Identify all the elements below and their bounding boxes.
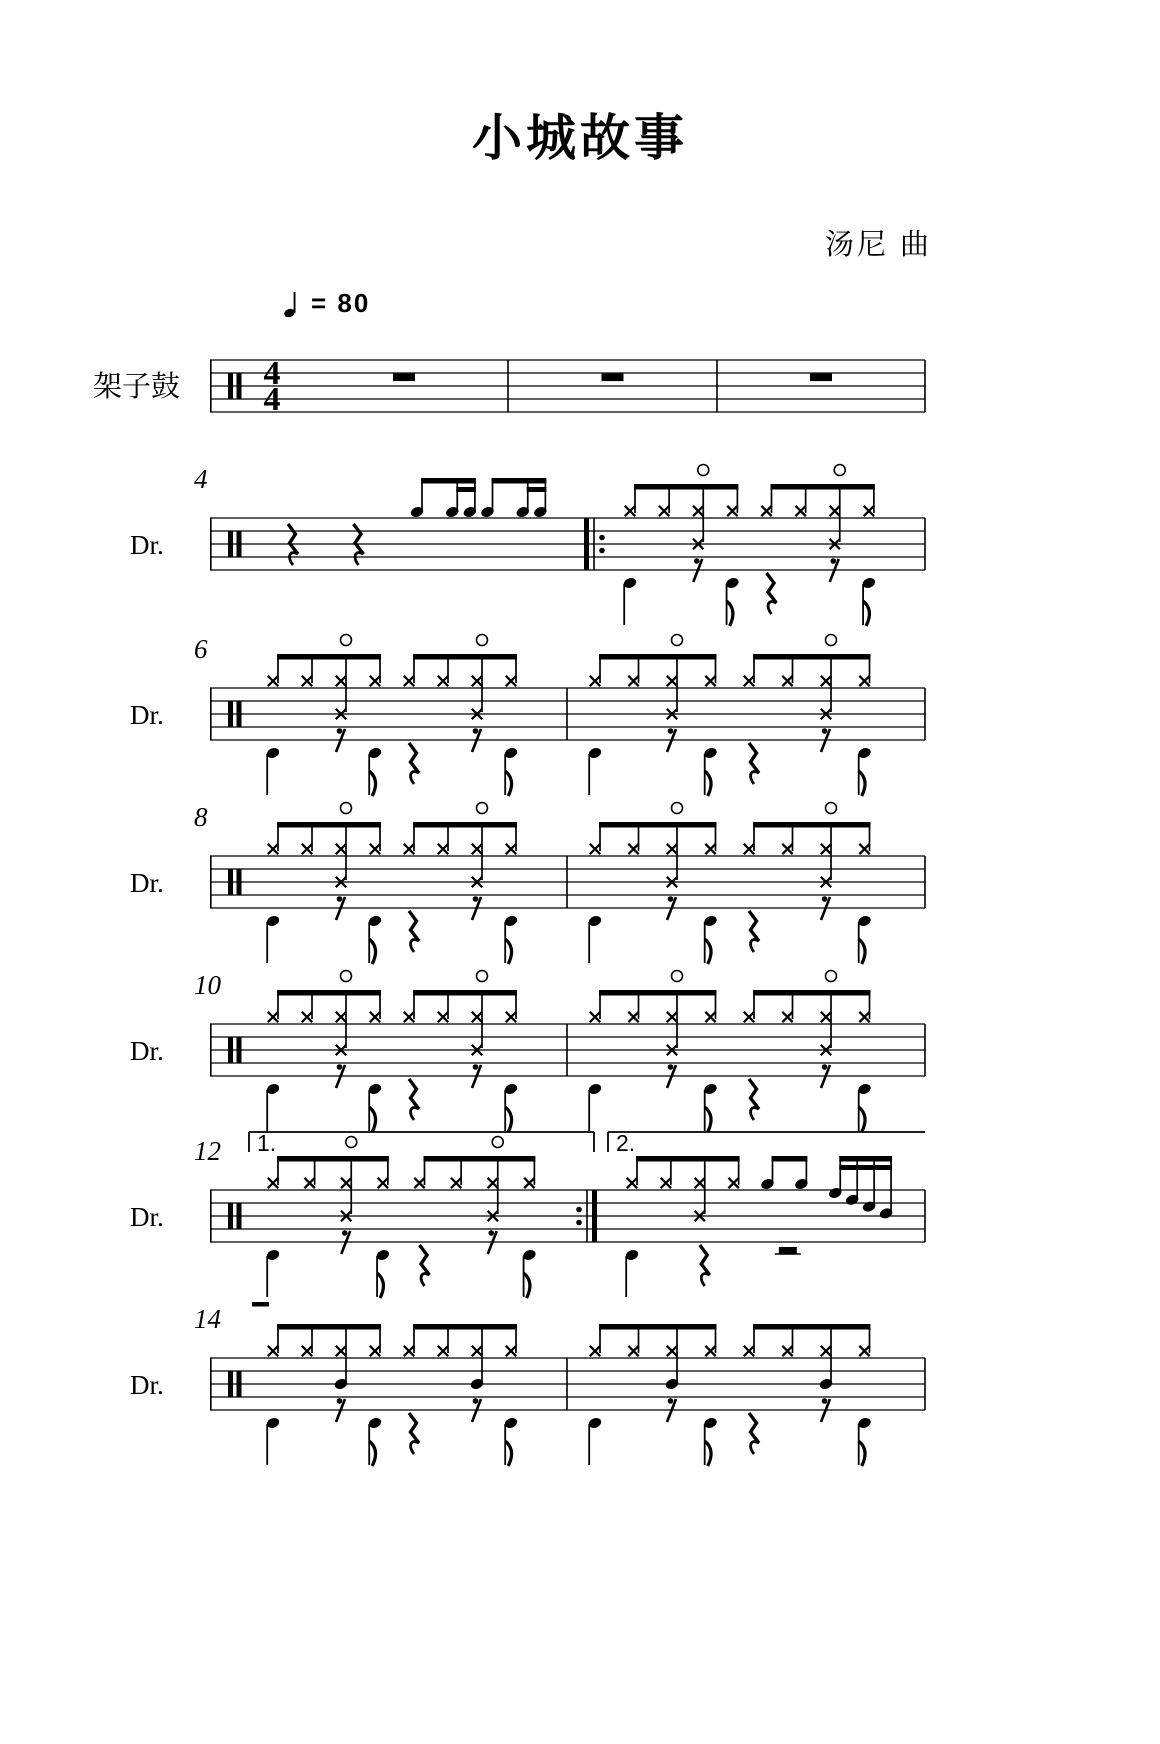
measure [587, 971, 925, 1133]
volta-label: 2. [616, 1130, 636, 1156]
instrument-label: Dr. [130, 1370, 164, 1400]
volta-bracket [608, 1130, 925, 1156]
tom-fill-notes [760, 1156, 894, 1220]
kick-voice [265, 728, 518, 796]
hihat-voice [627, 1156, 740, 1188]
time-signature [264, 355, 281, 418]
whole-rest [602, 374, 624, 382]
instrument-label: Dr. [130, 868, 164, 898]
measure [265, 1324, 567, 1466]
measure-number: 12 [194, 1136, 221, 1166]
snare-voice [664, 1353, 833, 1391]
piece-title: 小城故事 [472, 110, 688, 166]
snare-voice [333, 1353, 484, 1391]
instrument-label: Dr. [130, 1202, 164, 1232]
staff-system-4 [0, 796, 1160, 974]
staff-lines [210, 1190, 925, 1242]
measure [622, 465, 925, 627]
measure [587, 635, 925, 797]
staff-system-1 [0, 305, 1160, 430]
measure-number: 8 [194, 802, 208, 832]
svg-text:4: 4 [263, 381, 281, 418]
kick-voice [587, 1398, 872, 1466]
fill-notes [409, 478, 548, 519]
staff-lines [210, 518, 925, 570]
kick-voice [265, 1398, 518, 1466]
kick-voice [624, 1245, 801, 1297]
measure [587, 1324, 925, 1466]
hihat-voice [590, 635, 871, 687]
kick-voice [587, 896, 872, 964]
measure-number: 10 [194, 970, 221, 1000]
hihat-voice [268, 971, 517, 1023]
kick-voice [265, 1230, 537, 1298]
kick-voice [622, 558, 876, 626]
measure [265, 971, 567, 1133]
hihat-voice [625, 465, 875, 517]
staff-lines [210, 360, 925, 412]
whole-rest [393, 374, 415, 382]
kick-voice [587, 728, 872, 796]
hihat-voice [590, 1324, 871, 1356]
tempo-text: = 80 [311, 287, 371, 318]
kick-voice [265, 1064, 518, 1132]
instrument-label: Dr. [130, 700, 164, 730]
measure [265, 803, 567, 965]
hihat-voice [590, 803, 871, 855]
measure-number: 14 [194, 1304, 221, 1334]
measure [587, 803, 925, 965]
instrument-label: Dr. [130, 1036, 164, 1066]
instrument-label: 架子鼓 [93, 371, 181, 403]
measure [288, 478, 605, 570]
measure-number: 6 [194, 634, 208, 664]
whole-rest [810, 374, 832, 382]
dash-mark [252, 1302, 269, 1307]
staff-system-6 [0, 1130, 1160, 1308]
staff-system-5 [0, 964, 1160, 1142]
staff-system-7 [0, 1298, 1160, 1476]
kick-voice [265, 896, 518, 964]
hihat-voice [268, 803, 517, 855]
measure [265, 635, 567, 797]
hihat-voice [268, 1137, 536, 1189]
measure [608, 1130, 925, 1297]
measure [249, 1130, 597, 1298]
volta-label: 1. [257, 1130, 277, 1156]
hihat-voice [268, 635, 517, 687]
instrument-label: Dr. [130, 530, 164, 560]
hihat-voice [590, 971, 871, 1023]
measure-number: 4 [194, 464, 208, 494]
staff-system-2 [0, 458, 1160, 636]
volta-bracket [249, 1130, 594, 1156]
staff-system-3 [0, 628, 1160, 806]
kick-voice [587, 1064, 872, 1132]
hihat-voice [268, 1324, 517, 1356]
composer-credit: 汤尼 曲 [824, 229, 932, 261]
svg-text:4: 4 [263, 355, 281, 392]
